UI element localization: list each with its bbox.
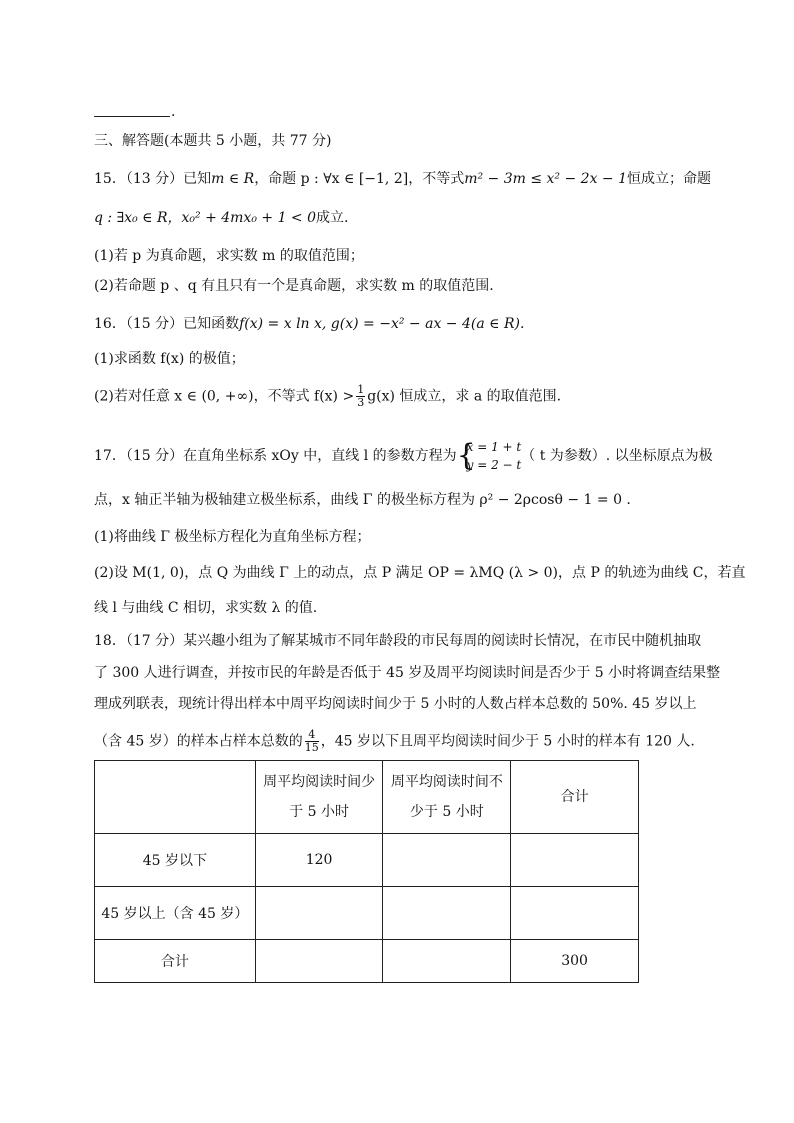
q16-fraction [356, 384, 365, 409]
q16-line1 [94, 314, 524, 334]
q15-q-holds: 成立. [316, 210, 349, 226]
q15-holds: 恒成立；命题 [627, 171, 712, 187]
q16-part2 [94, 384, 561, 409]
cell-under-45-not-under-5h [383, 834, 511, 887]
header-not-under-5h-line2: 少于 5 小时 [409, 804, 484, 820]
q15-prop-p: ，命题 p : ∀x ∈ [−1, 2]，不等式 [254, 171, 465, 187]
q15-q-inequality: x₀² + 4mx₀ + 1 < 0 [181, 210, 317, 226]
cell-total-not-under-5h [383, 940, 511, 983]
table-total-row [95, 940, 639, 983]
q17-param-system [457, 438, 522, 474]
section-title: 三、解答题(本题共 5 小题，共 77 分) [94, 133, 332, 149]
q17-eq-x: x = 1 + t [466, 440, 522, 454]
table-header-under-5h [255, 761, 383, 834]
q15-line1 [94, 169, 711, 189]
cell-over-45-not-under-5h [383, 887, 511, 940]
q15-line2 [94, 208, 348, 228]
q15-intro: 15．（13 分）已知 [94, 171, 212, 187]
cell-under-45-under-5h: 120 [255, 834, 383, 887]
brace-icon: { [456, 438, 476, 473]
table-corner-cell [95, 761, 256, 834]
q18-line4 [94, 729, 695, 754]
header-under-5h-line1: 周平均阅读时间少 [263, 774, 376, 790]
q18-line1: 18．（17 分）某兴趣小组为了解某城市不同年龄段的市民每周的阅读时长情况，在市民中随机抽取 [94, 633, 702, 649]
table-header-not-under-5h [383, 761, 511, 834]
answer-blank-line [94, 116, 170, 117]
q17-part2-b: 线 l 与曲线 C 相切，求实数 λ 的值. [94, 600, 318, 616]
q16-functions: f(x) = x ln x, g(x) = −x² − ax − 4(a ∈ R). [239, 316, 525, 332]
table-row [95, 834, 639, 887]
q18-fraction-num: 4 [305, 729, 319, 742]
cell-total-under-5h [255, 940, 383, 983]
q18-line3: 理成列联表，现统计得出样本中周平均阅读时间少于 5 小时的人数占样本总数的 50%. 45 岁以上 [94, 696, 697, 712]
contingency-table [94, 760, 639, 983]
q15-inequality: m² − 3m ≤ x² − 2x − 1 [464, 171, 628, 187]
cell-over-45-total [511, 887, 639, 940]
q18-line4-a: （含 45 岁）的样本占样本总数的 [94, 733, 303, 750]
q16-fraction-num: 1 [357, 383, 365, 396]
q15-part2: (2)若命题 p 、q 有且只有一个是真命题，求实数 m 的取值范围. [94, 278, 494, 294]
q17-line2: 点，x 轴正半轴为极轴建立极坐标系，曲线 Γ 的极坐标方程为 ρ² − 2ρcosθ − 1 = 0 . [94, 492, 631, 508]
answer-blank-period: . [171, 104, 176, 120]
q17-part2-a: (2)设 M(1, 0)，点 Q 为曲线 Γ 上的动点，点 P 满足 OP = λMQ (λ > 0)，点 P 的轨迹为曲线 C，若直 [94, 565, 746, 581]
row-label-total: 合计 [95, 940, 256, 983]
table-header-row [95, 761, 639, 834]
cell-over-45-under-5h [255, 887, 383, 940]
q16-part2-b: g(x) 恒成立，求 a 的取值范围. [367, 388, 562, 405]
q16-part1: (1)求函数 f(x) 的极值； [94, 351, 245, 367]
header-under-5h-line2: 于 5 小时 [289, 804, 349, 820]
header-not-under-5h-line1: 周平均阅读时间不 [390, 774, 503, 790]
q16-intro: 16．（15 分）已知函数 [94, 316, 240, 332]
q18-fraction-den: 15 [304, 741, 319, 754]
table-header-total: 合计 [511, 761, 639, 834]
q18-fraction [305, 729, 319, 754]
q16-part2-a: (2)若对任意 x ∈ (0, +∞)，不等式 f(x) > [94, 388, 355, 405]
cell-grand-total: 300 [511, 940, 639, 983]
q17-eq-y: y = 2 − t [466, 458, 522, 472]
q17-line1 [94, 438, 713, 474]
row-label-under-45: 45 岁以下 [95, 834, 256, 887]
q17-intro: 17．（15 分）在直角坐标系 xOy 中，直线 l 的参数方程为 [94, 448, 457, 464]
table-row [95, 887, 639, 940]
cell-under-45-total [511, 834, 639, 887]
q15-part1: (1)若 p 为真命题，求实数 m 的取值范围； [94, 248, 364, 264]
q15-m-in-r: m ∈ R [211, 171, 255, 187]
row-label-45-and-over: 45 岁以上（含 45 岁） [95, 887, 256, 940]
q17-part1: (1)将曲线 Γ 极坐标方程化为直角坐标方程； [94, 529, 371, 545]
q17-after: （ t 为参数）. 以坐标原点为极 [521, 448, 713, 464]
q18-line2: 了 300 人进行调查，并按市民的年龄是否低于 45 岁及周平均阅读时间是否少于 5 小时将调查结果整 [94, 665, 721, 681]
q15-prop-q: q : ∃x₀ ∈ R， [94, 210, 182, 226]
q18-line4-b: ，45 岁以下且周平均阅读时间少于 5 小时的样本有 120 人. [320, 733, 695, 750]
q16-fraction-den: 3 [357, 396, 365, 409]
